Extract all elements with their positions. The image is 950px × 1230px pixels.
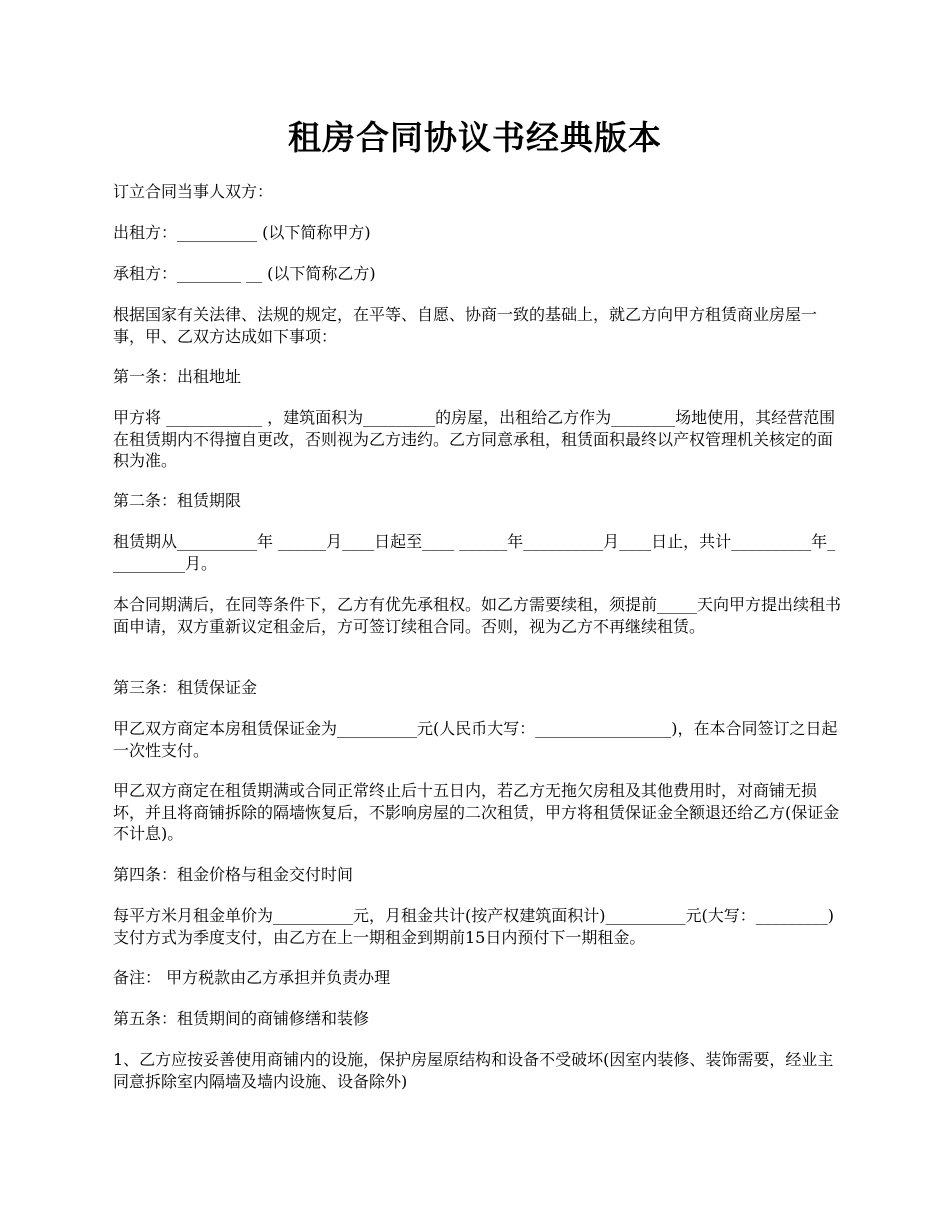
- heading-article-4: 第四条：租金价格与租金交付时间: [113, 865, 354, 884]
- paragraph-article-1-body: 甲方将 ____________ ，建筑面积为_________的房屋，出租给乙方作为________场地使用，其经营范围在租赁期内不得擅自更改，否则视为乙方违约。乙方同意承租，租赁面积最终以产权管理机关核定的面积为准。: [113, 408, 836, 470]
- paragraph-rent-price: 每平方米月租金单价为__________元，月租金共计(按产权建筑面积计)__________元(大写：_________)支付方式为季度支付，由乙方在上一期租金到期前15日内预付下一期租金。: [113, 906, 834, 947]
- document-title: 租房合同协议书经典版本: [288, 118, 662, 157]
- heading-article-5: 第五条：租赁期间的商铺修缮和装修: [113, 1009, 370, 1028]
- heading-article-3: 第三条：租赁保证金: [113, 678, 258, 697]
- paragraph-renewal: 本合同期满后，在同等条件下，乙方有优先承租权。如乙方需要续租，须提前_____天向甲方提出续租书面申请，双方重新议定租金后，方可签订续租合同。否则，视为乙方不再继续租赁。: [113, 595, 842, 636]
- paragraph-parties-intro: 订立合同当事人双方：: [113, 182, 274, 201]
- paragraph-lessor: 出租方：__________ (以下简称甲方): [113, 223, 371, 242]
- paragraph-preamble: 根据国家有关法律、法规的规定，在平等、自愿、协商一致的基础上，就乙方向甲方租赁商业房屋一事，甲、乙双方达成如下事项：: [113, 305, 818, 346]
- paragraph-deposit-amount: 甲乙双方商定本房租赁保证金为__________元(人民币大写：_________________)，在本合同签订之日起一次性支付。: [113, 719, 838, 760]
- heading-article-1: 第一条：出租地址: [113, 367, 242, 386]
- paragraph-repair-item-1: 1、乙方应按妥善使用商铺内的设施，保护房屋原结构和设备不受破坏(因室内装修、装饰需要，经业主同意拆除室内隔墙及墙内设施、设备除外): [113, 1050, 834, 1091]
- paragraph-note: 备注： 甲方税款由乙方承担并负责办理: [113, 968, 391, 987]
- paragraph-lease-term: 租赁期从__________年 ______月____日起至____ ______年__________月____日止，共计__________年__________月。: [113, 532, 836, 573]
- paragraph-lessee: 承租方：________ __ (以下简称乙方): [113, 264, 376, 283]
- heading-article-2: 第二条：租赁期限: [113, 491, 242, 510]
- paragraph-deposit-refund: 甲乙双方商定在租赁期满或合同正常终止后十五日内，若乙方无拖欠房租及其他费用时，对商铺无损坏，并且将商铺拆除的隔墙恢复后，不影响房屋的二次租赁，甲方将租赁保证金全额退还给乙方(保证金不计息)。: [113, 781, 840, 843]
